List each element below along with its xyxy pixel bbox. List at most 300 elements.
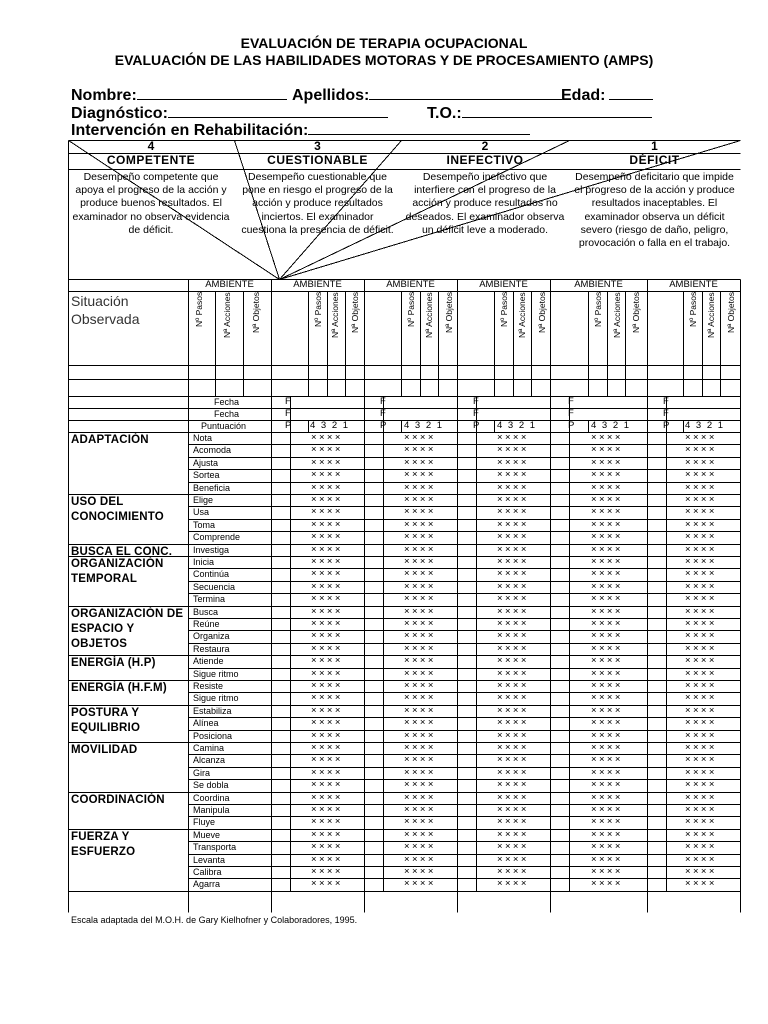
x-marks: ×××× [311,643,343,654]
x-marks: ×××× [497,606,529,617]
x-marks: ×××× [591,630,623,641]
score-scale: 4 3 2 1 [404,420,443,431]
x-marks: ×××× [404,878,436,889]
x-marks: ×××× [591,829,623,840]
section-title: USO DEL CONOCIMIENTO [71,496,164,523]
skill-label: Agarra [193,879,221,889]
x-marks: ×××× [591,643,623,654]
skill-label: Gira [193,768,211,778]
x-marks: ×××× [497,717,529,728]
x-marks: ×××× [685,742,717,753]
skill-label: Sortea [193,470,220,480]
acciones-header: Nª Acciones [517,292,527,338]
skill-label: Fluye [193,817,216,827]
x-marks: ×××× [497,494,529,505]
acciones-header: Nª Acciones [222,292,232,338]
x-marks: ×××× [497,779,529,790]
x-marks: ×××× [591,519,623,530]
x-marks: ×××× [497,630,529,641]
x-marks: ×××× [497,816,529,827]
x-marks: ×××× [591,668,623,679]
scale-col-2 [401,140,569,240]
x-marks: ×××× [311,829,343,840]
x-marks: ×××× [685,692,717,703]
x-marks: ×××× [497,457,529,468]
x-marks: ×××× [497,680,529,691]
x-marks: ×××× [591,531,623,542]
x-marks: ×××× [591,606,623,617]
fecha-label: Fecha [214,397,240,407]
fecha-f-marker: F [568,396,574,407]
skill-label: Reúne [193,619,220,629]
x-marks: ×××× [685,730,717,741]
x-marks: ×××× [591,878,623,889]
skill-label: Inicia [193,557,215,567]
x-marks: ×××× [404,742,436,753]
fecha-f-marker: F [285,408,291,419]
fecha-f-marker: F [568,408,574,419]
skill-label: Acomoda [193,445,232,455]
x-marks: ×××× [685,792,717,803]
x-marks: ×××× [497,444,529,455]
x-marks: ×××× [591,655,623,666]
x-marks: ×××× [497,544,529,555]
section-title: MOVILIDAD [71,744,138,756]
x-marks: ×××× [497,668,529,679]
x-marks: ×××× [685,779,717,790]
document-subtitle: EVALUACIÓN DE LAS HABILIDADES MOTORAS Y DE PROCESAMIENTO (AMPS) [114,52,654,68]
puntuacion-p-marker: P [380,420,387,431]
x-marks: ×××× [685,841,717,852]
section-title: BUSCA EL CONC. [71,545,173,558]
score-scale: 4 3 2 1 [310,420,349,431]
x-marks: ×××× [311,705,343,716]
x-marks: ×××× [404,469,436,480]
x-marks: ×××× [404,519,436,530]
x-marks: ×××× [497,519,529,530]
skill-label: Nota [193,433,213,443]
x-marks: ×××× [497,829,529,840]
x-marks: ×××× [404,432,436,443]
x-marks: ×××× [591,767,623,778]
footnote: Escala adaptada del M.O.H. de Gary Kielhofner y Colaboradores, 1995. [71,915,358,925]
scale-col-3 [234,140,401,240]
skill-label: Manipula [193,805,230,815]
x-marks: ×××× [685,680,717,691]
x-marks: ×××× [311,779,343,790]
skill-label: Secuencia [193,582,236,592]
x-marks: ×××× [685,878,717,889]
skill-label: Alcanza [193,755,226,765]
scale-description: Desempeño inefectivo que interfiere con el progreso de la acción y produce resultados no deseados. El examinador observa un déficit leve a moderado. [405,171,565,236]
x-marks: ×××× [311,556,343,567]
ambiente-header: AMBIENTE [669,279,718,290]
skill-label: Calibra [193,867,222,877]
x-marks: ×××× [685,531,717,542]
skill-label: Elige [193,495,214,505]
x-marks: ×××× [311,655,343,666]
x-marks: ×××× [404,730,436,741]
x-marks: ×××× [497,593,529,604]
acciones-header: Nª Acciones [612,292,622,338]
x-marks: ×××× [591,469,623,480]
acciones-header: Nª Acciones [424,292,434,338]
skill-label: Transporta [193,842,237,852]
section-title: ORGANIZACIÓN TEMPORAL [71,558,164,585]
x-marks: ×××× [311,581,343,592]
x-marks: ×××× [404,531,436,542]
x-marks: ×××× [591,754,623,765]
x-marks: ×××× [311,618,343,629]
x-marks: ×××× [404,556,436,567]
x-marks: ×××× [404,779,436,790]
x-marks: ×××× [497,767,529,778]
x-marks: ×××× [591,804,623,815]
x-marks: ×××× [404,482,436,493]
x-marks: ×××× [685,606,717,617]
x-marks: ×××× [685,655,717,666]
score-scale: 4 3 2 1 [591,420,630,431]
x-marks: ×××× [591,444,623,455]
x-marks: ×××× [685,705,717,716]
x-marks: ×××× [311,680,343,691]
x-marks: ×××× [497,506,529,517]
x-marks: ×××× [311,630,343,641]
x-marks: ×××× [311,519,343,530]
puntuacion-p-marker: P [285,420,292,431]
x-marks: ×××× [311,668,343,679]
x-marks: ×××× [311,692,343,703]
scale-description: Desempeño cuestionable que pone en riesgo el progreso de la acción y produce resultados inciertos. El examinador cuestiona la presencia de déficit. [241,171,394,236]
x-marks: ×××× [311,841,343,852]
x-marks: ×××× [404,705,436,716]
fecha-f-marker: F [663,396,669,407]
x-marks: ×××× [685,816,717,827]
x-marks: ×××× [591,866,623,877]
acciones-header: Nª Acciones [330,292,340,338]
x-marks: ×××× [311,444,343,455]
intervencion-label: Intervención en Rehabilitación: [71,122,309,139]
x-marks: ×××× [685,618,717,629]
x-marks: ×××× [404,816,436,827]
x-marks: ×××× [497,655,529,666]
skill-label: Coordina [193,793,230,803]
x-marks: ×××× [685,767,717,778]
x-marks: ×××× [685,668,717,679]
scale-number: 1 [651,139,658,153]
x-marks: ×××× [311,469,343,480]
x-marks: ×××× [497,568,529,579]
scale-number: 2 [481,139,489,153]
x-marks: ×××× [591,854,623,865]
x-marks: ×××× [404,841,436,852]
x-marks: ×××× [404,494,436,505]
x-marks: ×××× [591,593,623,604]
fecha-label: Fecha [214,409,240,419]
x-marks: ×××× [497,643,529,654]
situacion-observada-label: Situación Observada [71,293,140,327]
x-marks: ×××× [404,568,436,579]
x-marks: ×××× [591,816,623,827]
x-marks: ×××× [685,506,717,517]
x-marks: ×××× [311,531,343,542]
x-marks: ×××× [685,829,717,840]
scale-label: COMPETENTE [106,153,196,167]
x-marks: ×××× [404,717,436,728]
x-marks: ×××× [591,494,623,505]
x-marks: ×××× [404,618,436,629]
skill-label: Continúa [193,569,230,579]
x-marks: ×××× [404,606,436,617]
ambiente-header: AMBIENTE [386,279,435,290]
scale-description: Desempeño deficitario que impide el progreso de la acción y produce resultados inaceptables. El examinador observa un déficit severo (riesgo de daño, peligro, provocación o falla en el trabajo. [574,171,735,250]
skill-label: Sigue ritmo [193,693,239,703]
x-marks: ×××× [497,841,529,852]
edad-label: Edad: [561,87,606,104]
x-marks: ×××× [685,494,717,505]
x-marks: ×××× [311,506,343,517]
fecha-f-marker: F [473,396,479,407]
x-marks: ×××× [497,531,529,542]
x-marks: ×××× [404,792,436,803]
x-marks: ×××× [497,618,529,629]
x-marks: ×××× [591,779,623,790]
x-marks: ×××× [404,866,436,877]
skill-label: Organiza [193,631,230,641]
x-marks: ×××× [497,482,529,493]
x-marks: ×××× [685,469,717,480]
puntuacion-p-marker: P [568,420,575,431]
nombre-label: Nombre: [71,87,137,104]
x-marks: ×××× [404,457,436,468]
skill-label: Resiste [193,681,224,691]
x-marks: ×××× [497,692,529,703]
fecha-f-marker: F [663,408,669,419]
skill-label: Beneficia [193,483,231,493]
section-title: ENERGÍA (H.P) [71,657,156,670]
x-marks: ×××× [404,668,436,679]
skill-label: Toma [193,520,216,530]
x-marks: ×××× [311,754,343,765]
x-marks: ×××× [591,618,623,629]
ambiente-header: AMBIENTE [293,279,342,290]
x-marks: ×××× [311,568,343,579]
x-marks: ×××× [311,457,343,468]
x-marks: ×××× [685,630,717,641]
scale-col-1 [569,140,740,253]
x-marks: ×××× [591,457,623,468]
pasos-header: Nº Pasos [194,292,204,328]
section-title: COORDINACIÓN [71,793,165,806]
scale-number: 3 [314,139,321,153]
pasos-header: Nº Pasos [499,292,509,328]
x-marks: ×××× [311,494,343,505]
skill-label: Levanta [193,855,226,865]
x-marks: ×××× [311,792,343,803]
x-marks: ×××× [591,841,623,852]
score-scale: 4 3 2 1 [685,420,724,431]
x-marks: ×××× [497,730,529,741]
x-marks: ×××× [497,804,529,815]
ambiente-header: AMBIENTE [205,279,254,290]
x-marks: ×××× [497,866,529,877]
scale-number: 4 [147,139,155,153]
skill-label: Usa [193,507,210,517]
x-marks: ×××× [685,717,717,728]
x-marks: ×××× [404,692,436,703]
objetos-header: Nª Objetos [350,292,360,333]
x-marks: ×××× [685,581,717,592]
x-marks: ×××× [311,767,343,778]
objetos-header: Nª Objetos [251,292,261,333]
x-marks: ×××× [591,742,623,753]
ambiente-header: AMBIENTE [574,279,623,290]
objetos-header: Nª Objetos [726,292,736,333]
x-marks: ×××× [591,432,623,443]
x-marks: ×××× [591,730,623,741]
x-marks: ×××× [311,432,343,443]
x-marks: ×××× [685,854,717,865]
section-title: ADAPTACIÓN [71,434,149,446]
objetos-header: Nª Objetos [444,292,454,333]
x-marks: ×××× [591,717,623,728]
x-marks: ×××× [311,854,343,865]
x-marks: ×××× [685,804,717,815]
skill-label: Estabiliza [193,706,232,716]
x-marks: ×××× [404,643,436,654]
skill-label: Sigue ritmo [193,669,239,679]
pasos-header: Nº Pasos [406,292,416,328]
x-marks: ×××× [311,593,343,604]
x-marks: ×××× [685,482,717,493]
x-marks: ×××× [497,581,529,592]
acciones-header: Nª Acciones [706,292,716,338]
puntuacion-p-marker: P [663,420,670,431]
x-marks: ×××× [311,878,343,889]
x-marks: ×××× [404,593,436,604]
objetos-header: Nª Objetos [537,292,547,333]
x-marks: ×××× [311,482,343,493]
apellidos-label: Apellidos: [292,87,370,104]
x-marks: ×××× [685,544,717,555]
x-marks: ×××× [497,432,529,443]
section-title: POSTURA Y EQUILIBRIO [71,706,141,734]
document-title: EVALUACIÓN DE TERAPIA OCUPACIONAL [240,35,528,51]
x-marks: ×××× [404,754,436,765]
x-marks: ×××× [591,482,623,493]
x-marks: ×××× [685,568,717,579]
x-marks: ×××× [497,556,529,567]
x-marks: ×××× [591,568,623,579]
skill-label: Investiga [193,545,230,555]
skill-label: Restaura [193,644,230,654]
scale-label: INEFECTIVO [446,153,524,167]
section-title: ORGANIZACIÓN DE ESPACIO Y OBJETOS [71,607,184,650]
x-marks: ×××× [311,804,343,815]
x-marks: ×××× [685,556,717,567]
fecha-f-marker: F [380,408,386,419]
x-marks: ×××× [591,792,623,803]
x-marks: ×××× [497,878,529,889]
skill-label: Ajusta [193,458,219,468]
pasos-header: Nº Pasos [688,292,698,328]
skill-label: Posiciona [193,731,233,741]
x-marks: ×××× [591,692,623,703]
score-scale: 4 3 2 1 [497,420,536,431]
x-marks: ×××× [404,544,436,555]
section-title: ENERGÍA (H.F.M) [71,682,167,694]
skill-label: Alínea [193,718,219,728]
fecha-f-marker: F [285,396,291,407]
objetos-header: Nª Objetos [631,292,641,333]
scale-label: DÉFICIT [629,153,680,167]
x-marks: ×××× [685,457,717,468]
x-marks: ×××× [497,792,529,803]
x-marks: ×××× [685,593,717,604]
fecha-f-marker: F [473,408,479,419]
fecha-f-marker: F [380,396,386,407]
x-marks: ×××× [685,866,717,877]
scale-label: CUESTIONABLE [267,153,368,167]
x-marks: ×××× [404,444,436,455]
x-marks: ×××× [497,754,529,765]
ambiente-header: AMBIENTE [479,279,528,290]
skill-label: Atiende [193,656,224,666]
to-label: T.O.: [427,105,462,122]
x-marks: ×××× [591,506,623,517]
x-marks: ×××× [404,680,436,691]
x-marks: ×××× [591,581,623,592]
x-marks: ×××× [311,544,343,555]
section-title: FUERZA Y ESFUERZO [71,830,136,858]
skill-label: Comprende [193,532,241,542]
x-marks: ×××× [497,742,529,753]
x-marks: ×××× [311,816,343,827]
x-marks: ×××× [311,742,343,753]
x-marks: ×××× [685,444,717,455]
x-marks: ×××× [685,643,717,654]
x-marks: ×××× [404,655,436,666]
x-marks: ×××× [404,854,436,865]
x-marks: ×××× [404,804,436,815]
skill-label: Mueve [193,830,221,840]
x-marks: ×××× [311,866,343,877]
x-marks: ×××× [591,544,623,555]
diagnostico-label: Diagnóstico: [71,105,168,122]
x-marks: ×××× [404,829,436,840]
x-marks: ×××× [404,581,436,592]
scale-description: Desempeño competente que apoya el progreso de la acción y produce buenos resultados. El examinador no observa evidencia de déficit. [72,171,230,236]
x-marks: ×××× [685,432,717,443]
x-marks: ×××× [311,717,343,728]
puntuacion-label: Puntuación [201,421,247,431]
skill-label: Camina [193,743,225,753]
x-marks: ×××× [404,630,436,641]
x-marks: ×××× [685,754,717,765]
x-marks: ×××× [497,705,529,716]
skill-label: Termina [193,594,226,604]
puntuacion-p-marker: P [473,420,480,431]
x-marks: ×××× [591,680,623,691]
x-marks: ×××× [591,705,623,716]
x-marks: ×××× [311,606,343,617]
pasos-header: Nº Pasos [313,292,323,328]
x-marks: ×××× [311,730,343,741]
skill-label: Se dobla [193,780,229,790]
x-marks: ×××× [685,519,717,530]
pasos-header: Nº Pasos [593,292,603,328]
x-marks: ×××× [591,556,623,567]
